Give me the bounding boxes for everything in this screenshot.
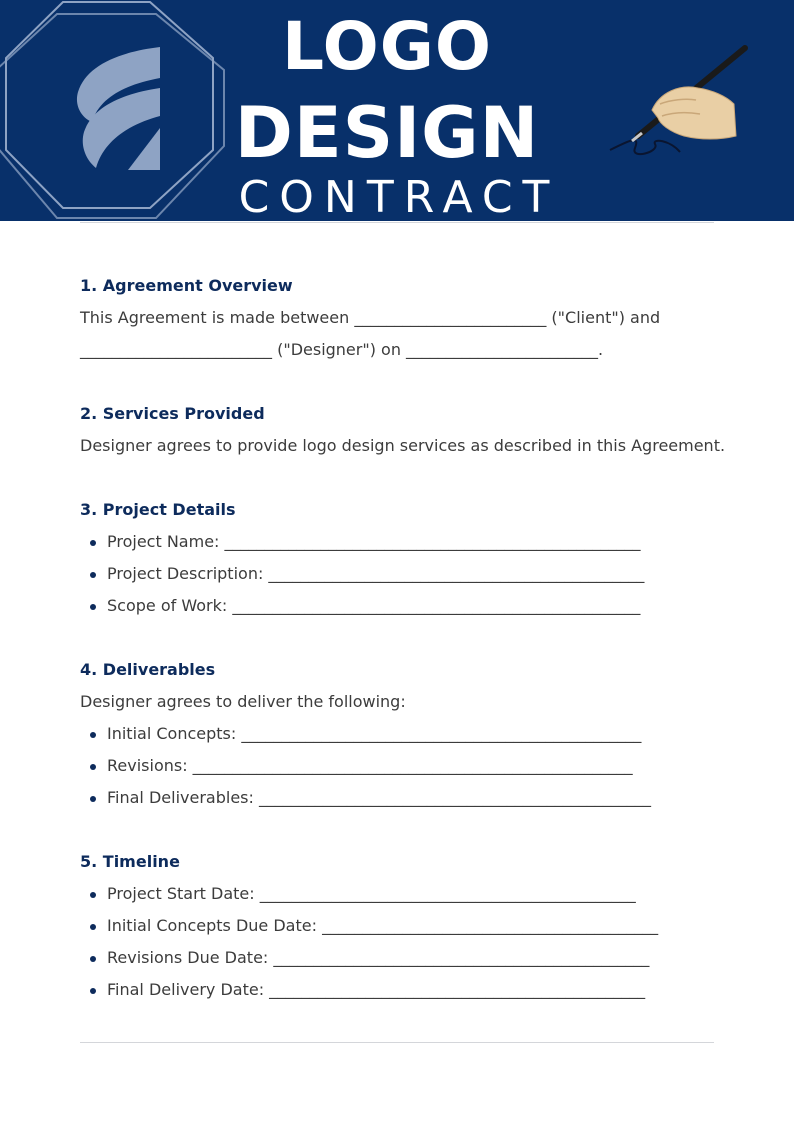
bullet-dot (90, 956, 96, 962)
bullet-dot (90, 988, 96, 994)
bullet-dot (90, 892, 96, 898)
bullet-dot (90, 796, 96, 802)
bullet-dot (90, 732, 96, 738)
title-design: DESIGN (234, 92, 540, 174)
section-heading-services: 2. Services Provided (80, 404, 265, 423)
section-heading-project: 3. Project Details (80, 500, 236, 519)
list-item-text: Project Description: _______________________________________________ (107, 564, 645, 583)
list-item-text: Initial Concepts: __________________________________________________ (107, 724, 642, 743)
list-item-text: Project Name: ____________________________________________________ (107, 532, 641, 551)
section-heading-deliverables: 4. Deliverables (80, 660, 216, 679)
list-item-text: Final Delivery Date: _______________________________________________ (107, 980, 646, 999)
bottom-divider (80, 1042, 714, 1043)
hand-writing-icon (600, 40, 760, 180)
title-logo: LOGO (281, 8, 493, 85)
agreement-line-2: ________________________ ("Designer") on ________________________. (80, 340, 604, 359)
header-banner (0, 0, 794, 221)
section-heading-agreement: 1. Agreement Overview (80, 276, 293, 295)
bullet-dot (90, 924, 96, 930)
title-contract: CONTRACT (238, 172, 560, 221)
list-item-text: Revisions Due Date: _______________________________________________ (107, 948, 650, 967)
agreement-line-1: This Agreement is made between ________________________ ("Client") and (80, 308, 661, 327)
services-text: Designer agrees to provide logo design services as described in this Agreement. (80, 436, 726, 455)
list-item-text: Revisions: _______________________________________________________ (107, 756, 633, 775)
list-item-text: Project Start Date: _______________________________________________ (107, 884, 636, 903)
deliverables-intro: Designer agrees to deliver the following: (80, 692, 406, 711)
top-divider (80, 222, 714, 223)
bullet-dot (90, 540, 96, 546)
section-heading-timeline: 5. Timeline (80, 852, 180, 871)
bullet-dot (90, 604, 96, 610)
bullet-dot (90, 764, 96, 770)
bullet-dot (90, 572, 96, 578)
list-item-text: Initial Concepts Due Date: __________________________________________ (107, 916, 659, 935)
list-item-text: Scope of Work: ___________________________________________________ (107, 596, 641, 615)
list-item-text: Final Deliverables: _________________________________________________ (107, 788, 651, 807)
